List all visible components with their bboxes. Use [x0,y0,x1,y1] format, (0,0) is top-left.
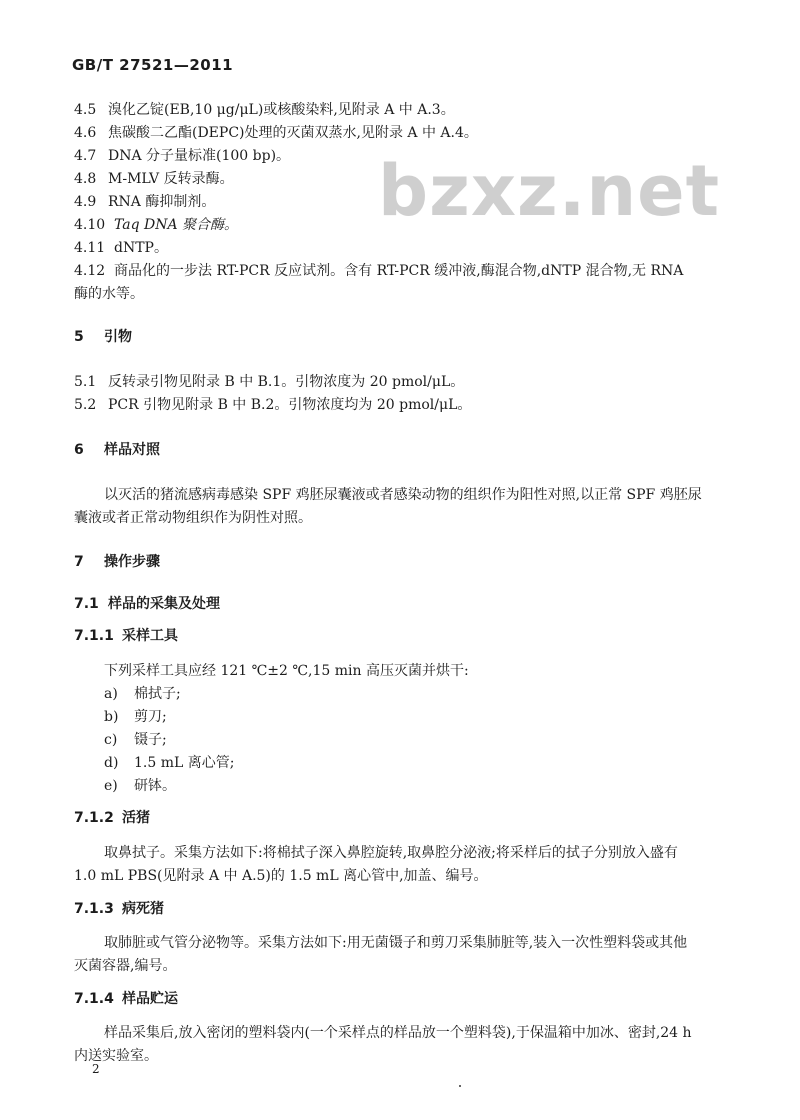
paragraph-line: 取肺脏或气管分泌物等。采集方法如下:用无菌镊子和剪刀采集肺脏等,装入一次性塑料袋或其他 [104,935,688,951]
standard-number: GB/T 27521—2011 [72,56,234,74]
item-text: 反转录引物见附录 B 中 B.1。引物浓度为 20 pmol/μL。 [108,374,465,390]
item-tag: e) [104,778,118,794]
item-text: 焦碳酸二乙酯(DEPC)处理的灭菌双蒸水,见附录 A 中 A.4。 [108,125,478,141]
subsection-heading [74,594,220,614]
item-text: DNA 分子量标准(100 bp)。 [108,148,291,164]
subsection-title: 病死猪 [122,901,164,917]
subsection-number: 7.1.1 [74,628,114,644]
item-text: 研钵。 [134,778,176,794]
item-text: 溴化乙锭(EB,10 μg/μL)或核酸染料,见附录 A 中 A.3。 [108,102,455,118]
item-text: dNTP。 [114,240,168,256]
item-number: 4.7 [74,148,97,164]
paragraph-line: 以灭活的猪流感病毒感染 SPF 鸡胚尿囊液或者感染动物的组织作为阳性对照,以正常 SPF 鸡胚尿 [104,487,702,503]
subsection-number: 7.1.4 [74,991,114,1007]
subsection-title: 采样工具 [122,628,178,644]
subsection-title: 活猪 [122,810,150,826]
list-item [74,215,238,235]
subsection-heading [74,989,178,1009]
list-item [74,100,455,120]
item-tag: d) [104,755,119,771]
item-text: 镊子; [134,732,167,748]
subsection-number: 7.1 [74,596,99,612]
list-item [74,372,464,392]
section-number: 5 [74,329,84,345]
subsection-heading [74,808,150,828]
section-number: 6 [74,442,84,458]
item-number: 4.8 [74,171,97,187]
paragraph-line: 1.0 mL PBS(见附录 A 中 A.5)的 1.5 mL 离心管中,加盖、编号。 [74,868,488,884]
paragraph-line: 灭菌容器,编号。 [74,958,177,974]
subsection-number: 7.1.2 [74,810,114,826]
item-text: PCR 引物见附录 B 中 B.2。引物浓度均为 20 pmol/μL。 [108,397,472,413]
section-heading [74,440,160,460]
item-text: M-MLV 反转录酶。 [108,171,234,187]
paragraph-line: 内送实验室。 [74,1048,158,1064]
paragraph-line: 样品采集后,放入密闭的塑料袋内(一个采样点的样品放一个塑料袋),于保温箱中加冰、密封,24 h [104,1025,692,1041]
list-item [74,123,478,143]
item-tag: c) [104,732,118,748]
subsection-title: 样品贮运 [122,991,178,1007]
item-tag: b) [104,709,119,725]
scan-speck [459,1085,461,1087]
subsection-heading [74,626,178,646]
item-text: Taq DNA 聚合酶。 [114,217,239,233]
list-item [74,146,290,166]
subsection-number: 7.1.3 [74,901,114,917]
list-item [74,395,471,415]
list-item-continuation: 酶的水等。 [74,286,144,302]
list-item [104,776,176,796]
item-number: 5.2 [74,397,97,413]
watermark: bzxz.net [378,150,721,232]
section-heading [74,552,160,572]
item-text: 1.5 mL 离心管; [134,755,235,771]
subsection-heading [74,899,164,919]
list-item [74,238,168,258]
section-heading [74,327,132,347]
paragraph-line: 取鼻拭子。采集方法如下:将棉拭子深入鼻腔旋转,取鼻腔分泌液;将采样后的拭子分别放入盛有 [104,845,678,861]
paragraph-line: 囊液或者正常动物组织作为阴性对照。 [74,510,312,526]
item-number: 4.12 [74,263,106,279]
section-title: 样品对照 [104,442,160,458]
item-number: 5.1 [74,374,97,390]
item-text: 剪刀; [134,709,167,725]
list-item [104,684,181,704]
list-item [104,753,234,773]
paragraph-line: 下列采样工具应经 121 ℃±2 ℃,15 min 高压灭菌并烘干: [104,663,469,679]
item-text: 商品化的一步法 RT-PCR 反应试剂。含有 RT-PCR 缓冲液,酶混合物,dNTP 混合物,无 RNA [114,263,684,279]
item-number: 4.11 [74,240,106,256]
section-number: 7 [74,554,84,570]
list-item [74,192,215,212]
list-item [104,730,167,750]
item-number: 4.5 [74,102,97,118]
item-number: 4.6 [74,125,97,141]
item-text: RNA 酶抑制剂。 [108,194,216,210]
item-text: 棉拭子; [134,686,181,702]
item-number: 4.10 [74,217,106,233]
subsection-title: 样品的采集及处理 [108,596,220,612]
section-title: 引物 [104,329,132,345]
item-tag: a) [104,686,118,702]
list-item [74,261,683,281]
list-item [74,169,234,189]
list-item [104,707,167,727]
section-title: 操作步骤 [104,554,160,570]
page-number: 2 [92,1062,100,1076]
item-number: 4.9 [74,194,97,210]
